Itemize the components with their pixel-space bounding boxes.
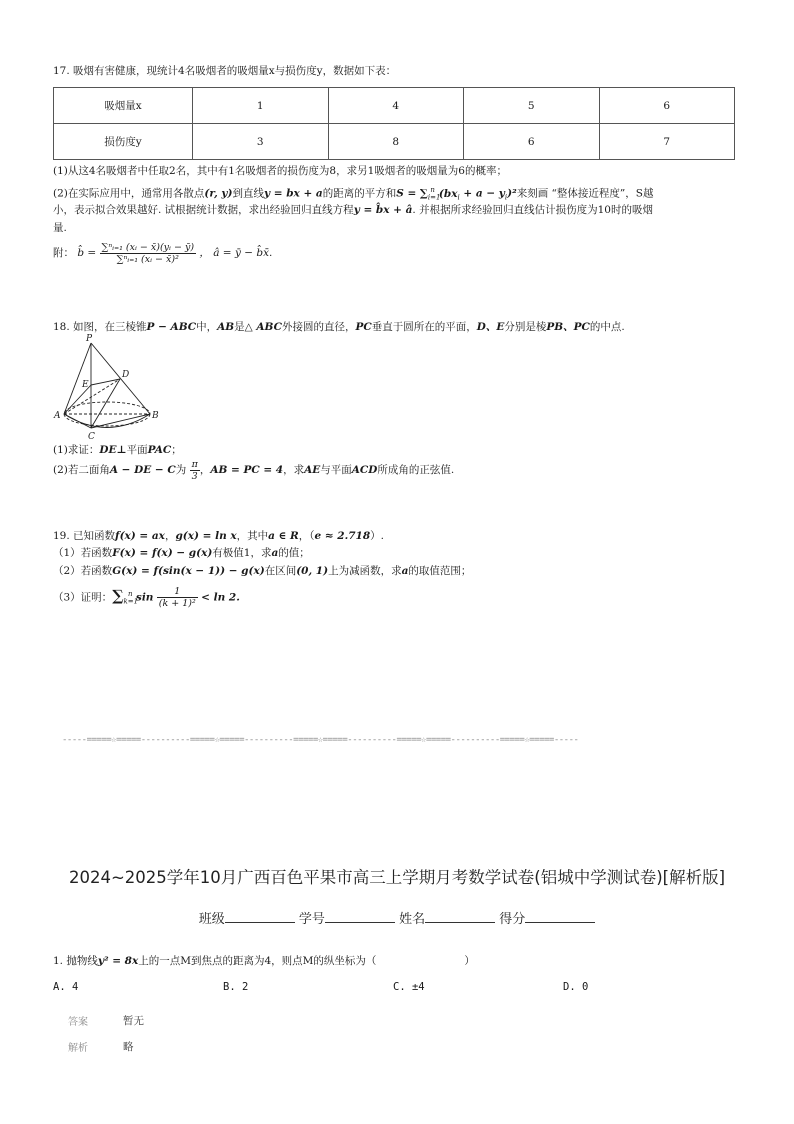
text: ； [171, 444, 182, 456]
math: (bx [438, 187, 458, 200]
math: n [430, 186, 435, 194]
math: e ≈ 2.718 [314, 530, 371, 542]
text: 为 [175, 464, 187, 476]
text: (1)求证： [53, 444, 100, 456]
q17-data-table [53, 87, 735, 160]
math: ∑ [112, 586, 124, 605]
label-P: P [86, 334, 93, 344]
label-A: A [54, 411, 61, 421]
math: AB [217, 321, 235, 333]
math: a [401, 565, 409, 577]
edge-CD [91, 379, 120, 428]
math: i [457, 193, 460, 202]
text: 18. 如图，在三棱锥 [53, 321, 147, 333]
class-label: 班级 [198, 912, 225, 927]
analysis-label: 解析 [68, 1043, 88, 1054]
table-cell: 4 [328, 88, 464, 124]
text: 是 [234, 321, 245, 333]
text: 19. 已知函数 [53, 530, 116, 542]
fraction [100, 242, 196, 265]
fraction-denominator: 3 [191, 470, 198, 482]
q17-part2-line3: 量. [53, 222, 67, 234]
math: A − DE − C [109, 464, 176, 476]
text: ，（ [298, 530, 315, 542]
math: (0, 1) [296, 565, 329, 577]
section-separator: -----=====☆=====----------=====☆=====----------=====☆=====----------=====☆=====----------=====☆=====----- [62, 735, 579, 745]
label-B: B [152, 411, 159, 421]
math: + a − y [459, 187, 505, 200]
edge-PB [91, 343, 150, 414]
math: y = b̂x + â [353, 204, 413, 216]
q1-question [53, 953, 475, 969]
math: y = bx + a [264, 187, 323, 200]
math: G(x) = f(sin(x − 1)) − g(x) [112, 565, 265, 577]
text: 外接圆的直径， [281, 321, 356, 333]
math: sin [135, 591, 154, 604]
text: (2)若二面角 [53, 464, 110, 476]
math: (r, y) [204, 187, 233, 200]
fraction-numerator: ∑ⁿᵢ₌₁ (xᵢ − x̄)(yᵢ − ȳ) [101, 241, 195, 253]
fraction-denominator: (k + 1)² [158, 598, 196, 609]
option-d[interactable]: D. 0 [563, 981, 589, 993]
fraction-numerator: π [191, 458, 198, 470]
math: k=1 [123, 597, 139, 606]
score-label: 得分 [499, 912, 526, 927]
q17-intro: 17. 吸烟有害健康，现统计4名吸烟者的吸烟量x与损伤度y，数据如下表： [53, 65, 397, 77]
table-cell: 5 [464, 88, 600, 124]
text: ， [164, 530, 176, 542]
name-label: 姓名 [399, 912, 426, 927]
text: 到直线 [232, 187, 264, 200]
text: 附： [53, 247, 74, 259]
text: 小，表示拟合效果越好. 试根据统计数据，求出经验回归直线方程 [53, 204, 354, 216]
math: i [504, 193, 508, 202]
table-header-y: 损伤度y [54, 124, 193, 160]
text: ，求 [283, 464, 305, 476]
text: ）. [370, 530, 385, 542]
table-cell: 3 [193, 124, 329, 160]
q18-part2 [53, 456, 454, 484]
math: F(x) = f(x) − g(x) [112, 547, 213, 559]
table-row [54, 124, 735, 160]
math: a [271, 547, 279, 559]
q17-part2-line2 [53, 202, 653, 218]
text: 的中点. [589, 321, 625, 333]
text: （2）若函数 [53, 565, 113, 577]
text: 上为减函数，求 [328, 565, 402, 577]
text: 分别是棱 [504, 321, 547, 333]
name-blank[interactable] [425, 910, 495, 923]
label-D: D [122, 370, 130, 380]
math: PC [355, 321, 372, 333]
text: ， [199, 464, 211, 476]
text: 的取值范围； [408, 565, 472, 577]
class-blank[interactable] [225, 910, 295, 923]
table-row [54, 88, 735, 124]
label-E: E [82, 380, 89, 390]
math: AB = PC = 4 [210, 464, 284, 476]
text: 垂直于圆所在的平面， [371, 321, 477, 333]
fraction-numerator: 1 [157, 586, 198, 598]
answer-value: 暂无 [123, 1015, 144, 1027]
math: f(x) = ax [115, 530, 165, 542]
text: ，其中 [236, 530, 269, 542]
text: 与平面 [320, 464, 352, 476]
table-cell: 1 [193, 88, 329, 124]
q19-part2 [53, 563, 471, 579]
math: b̂ = [77, 247, 97, 259]
table-cell: 6 [464, 124, 600, 160]
math: DE⊥ [99, 444, 127, 456]
math: AE [304, 464, 321, 476]
math: y² = 8x [97, 955, 139, 967]
text: 所成角的正弦值. [377, 464, 455, 476]
text: 上的一点M到焦点的距离为4，则点M的纵坐标为（ [138, 955, 377, 967]
math: )² [507, 187, 517, 200]
math: ， â = ȳ − b̂x̄. [199, 247, 273, 259]
fraction-denominator: ∑ⁿᵢ₌₁ (xᵢ − x̄)² [116, 253, 179, 265]
math: i=1 [427, 193, 441, 202]
text: 在区间 [264, 565, 297, 577]
edge-AD [64, 379, 120, 414]
answer-label: 答案 [68, 1017, 88, 1028]
number-label: 学号 [298, 912, 325, 927]
q17-formula [53, 236, 272, 270]
math: S = ∑ [396, 187, 428, 200]
text: ） [464, 955, 475, 967]
text: 有极值1，求 [212, 547, 272, 559]
option-c[interactable]: C. ±4 [393, 981, 425, 993]
q18-pyramid-figure [52, 333, 162, 443]
analysis-value: 略 [123, 1041, 134, 1053]
table-cell: 8 [328, 124, 464, 160]
text: 平面 [126, 444, 148, 456]
text: 中， [196, 321, 218, 333]
q19-intro [53, 528, 384, 544]
text: 的值； [278, 547, 310, 559]
text: (2)在实际应用中，通常用各散点 [53, 187, 205, 200]
table-cell: 6 [599, 88, 735, 124]
label-C: C [88, 432, 95, 442]
math: PAC [147, 444, 172, 456]
math: P − ABC [146, 321, 197, 333]
math: △ ABC [244, 321, 282, 333]
math: g(x) = ln x [175, 530, 237, 542]
math: ACD [351, 464, 378, 476]
q17-part1: (1)从这4名吸烟者中任取2名，其中有1名吸烟者的损伤度为8，求另1吸烟者的吸烟量为6的概率； [53, 165, 507, 177]
page-title: 2024~2025学年10月广西百色平果市高三上学期月考数学试卷(铝城中学测试卷)[解析版] [68, 868, 726, 887]
text: 1. 抛物线 [53, 955, 98, 967]
text: 的距离的平方和 [322, 187, 397, 200]
text: 来刻画 “整体接近程度”，S越 [516, 187, 654, 200]
table-cell: 7 [599, 124, 735, 160]
option-a[interactable]: A. 4 [53, 981, 79, 993]
fraction-pi-over-3 [190, 459, 200, 482]
q19-part3 [53, 578, 240, 618]
math: a ∈ R [268, 530, 299, 542]
fraction [157, 586, 198, 609]
text: （3）证明： [53, 591, 113, 604]
number-blank[interactable] [325, 910, 395, 923]
math: D、E [476, 321, 505, 333]
student-info-line [0, 908, 794, 927]
text: （1）若函数 [53, 547, 113, 559]
math: PB、PC [546, 321, 590, 333]
q19-part1 [53, 545, 310, 561]
math: < ln 2. [201, 591, 240, 604]
table-header-x: 吸烟量x [54, 88, 193, 124]
score-blank[interactable] [525, 910, 595, 923]
math: n [128, 590, 133, 598]
text: . 并根据所求经验回归直线估计损伤度为10时的吸烟 [412, 204, 653, 216]
edge-AC [64, 414, 91, 428]
option-b[interactable]: B. 2 [223, 981, 249, 993]
